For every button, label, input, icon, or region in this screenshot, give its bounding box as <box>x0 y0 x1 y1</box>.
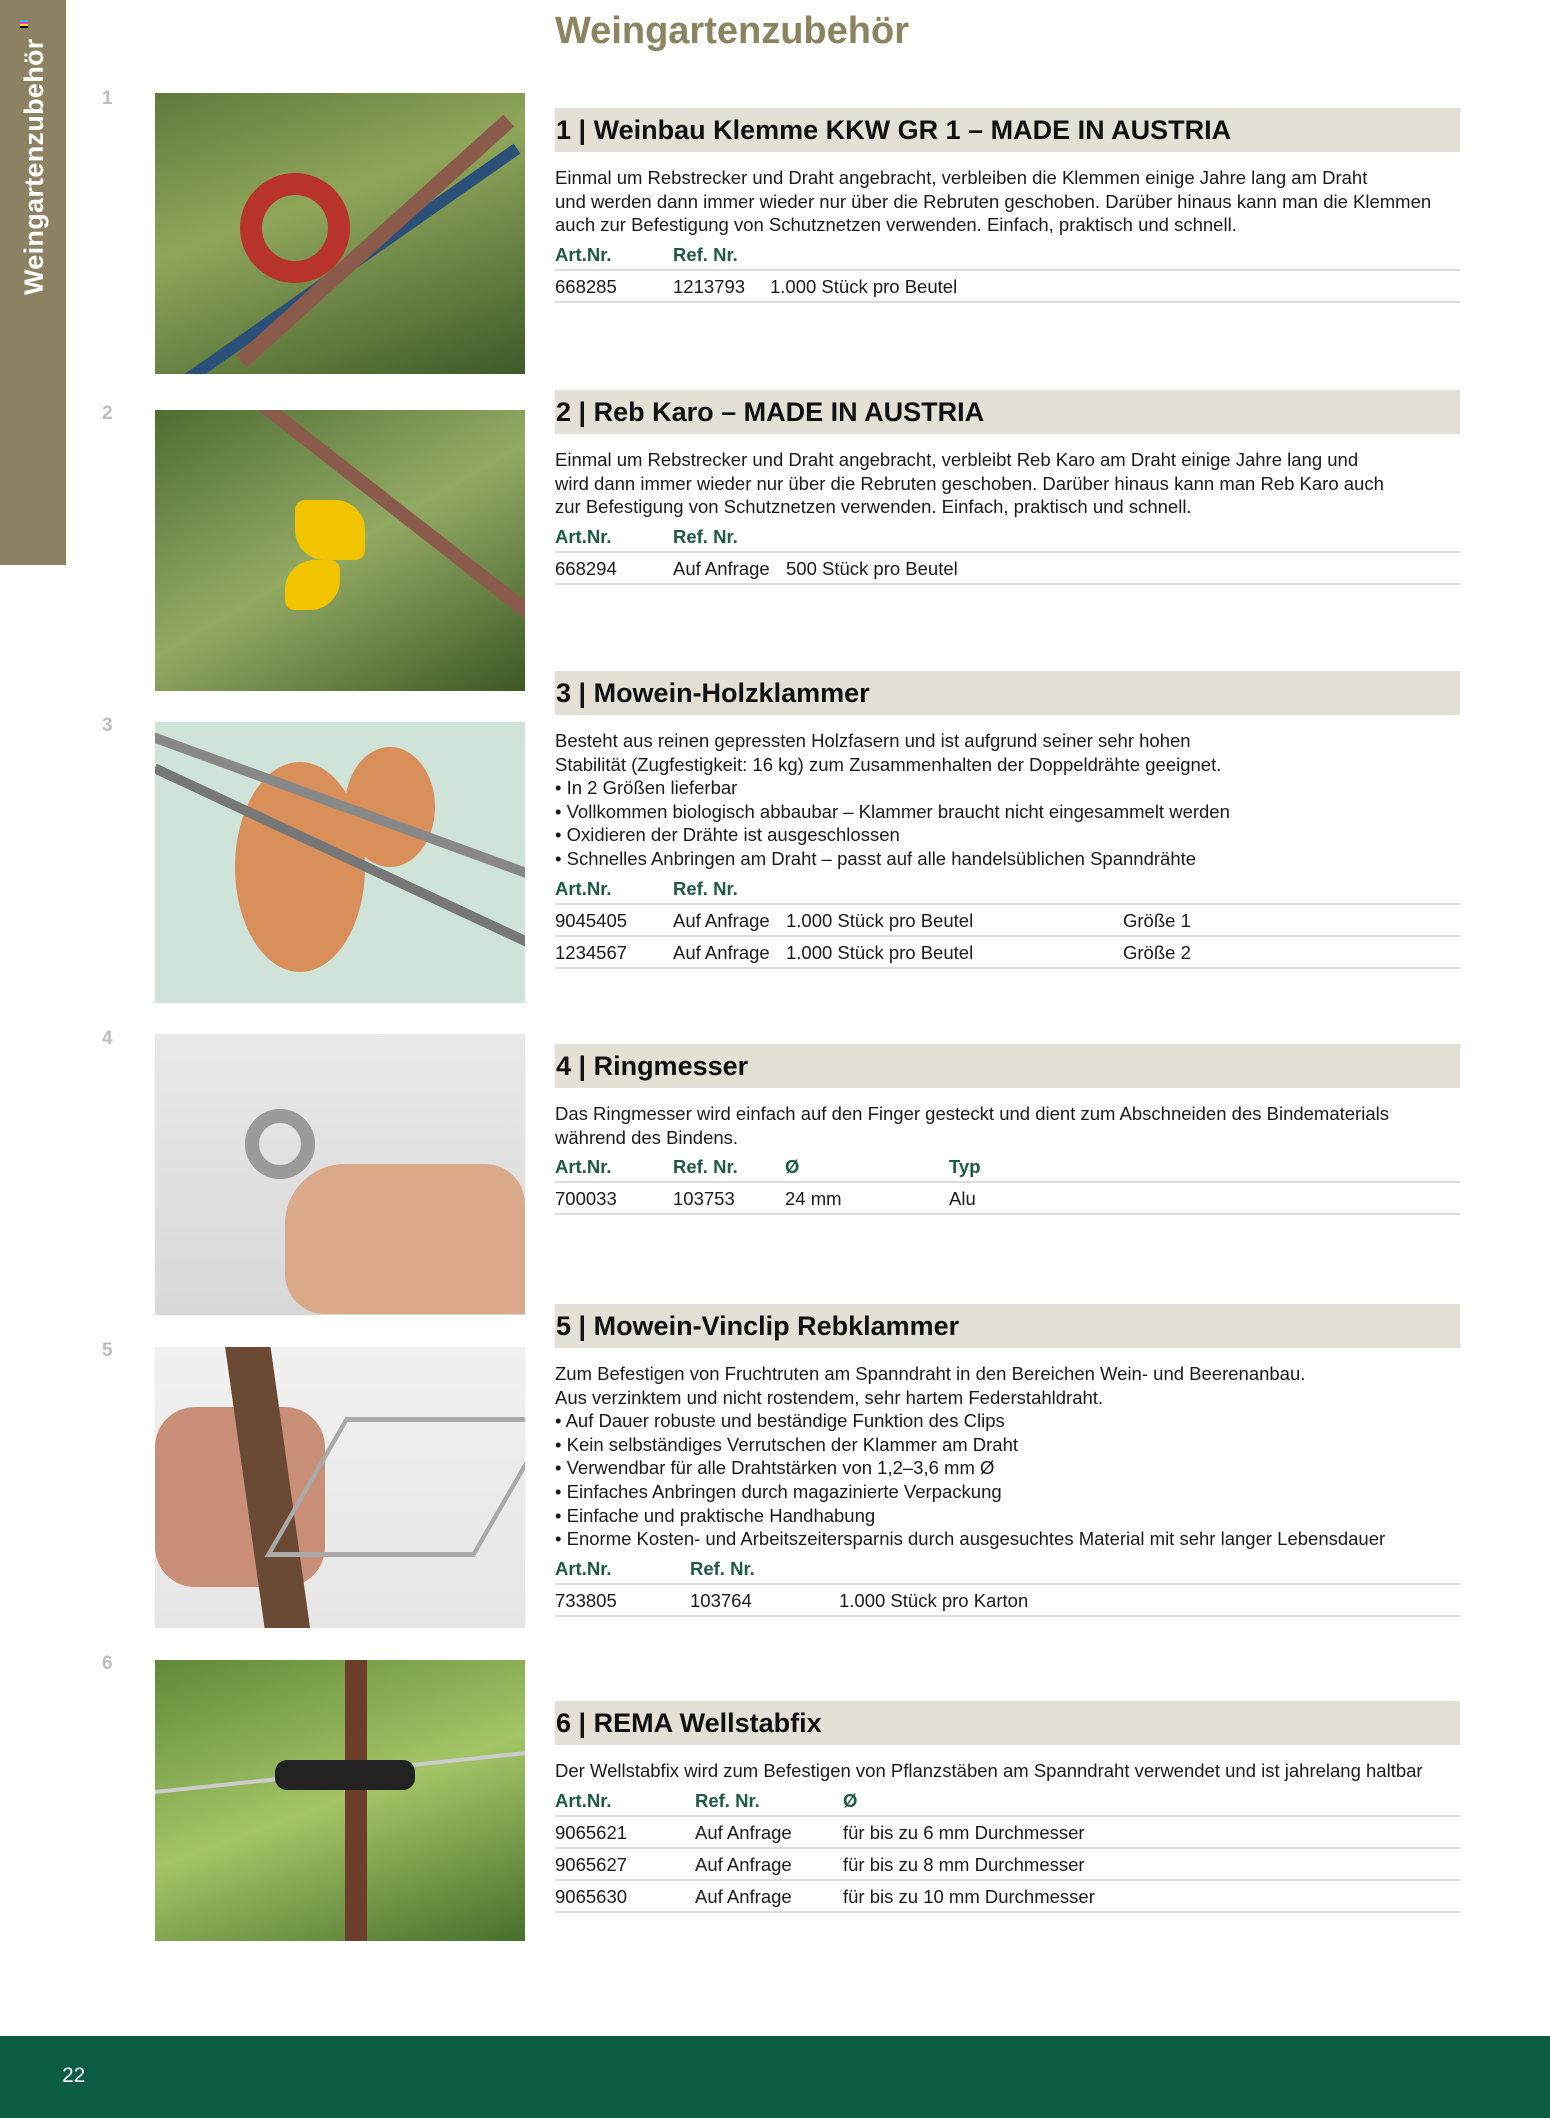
table-cell: 9065627 <box>555 1853 628 1875</box>
table-cell: Auf Anfrage <box>673 941 770 963</box>
section-sidebar-tab <box>0 0 66 565</box>
column-header: Ø <box>785 1156 800 1178</box>
product-description <box>555 1362 1460 1551</box>
product-title: 6 | REMA Wellstabfix <box>555 1701 1460 1745</box>
description-line: • Schnelles Anbringen am Draht – passt auf alle handelsüblichen Spanndrähte <box>555 847 1197 869</box>
table-row <box>555 271 1460 303</box>
table-cell: 700033 <box>555 1188 617 1210</box>
table-cell: Auf Anfrage <box>695 1885 792 1907</box>
product-image <box>155 722 525 1003</box>
column-header: Ref. Nr. <box>695 1789 760 1811</box>
table-header-row <box>555 525 1460 553</box>
column-header: Art.Nr. <box>555 243 612 265</box>
product-section <box>555 108 1460 303</box>
table-cell: 668294 <box>555 557 617 579</box>
table-cell: 1.000 Stück pro Beutel <box>786 909 974 931</box>
table-cell: 1.000 Stück pro Beutel <box>770 275 958 297</box>
table-row <box>555 1881 1460 1913</box>
description-line: Einmal um Rebstrecker und Draht angebracht, verbleibt Reb Karo am Draht einige Jahre lang und <box>555 449 1359 470</box>
table-cell: für bis zu 8 mm Durchmesser <box>843 1853 1085 1875</box>
product-section <box>555 671 1460 969</box>
table-header-row <box>555 1789 1460 1817</box>
column-header: Ref. Nr. <box>673 877 738 899</box>
product-section <box>555 1044 1460 1215</box>
table-row <box>555 1585 1460 1617</box>
table-cell: 103764 <box>690 1589 752 1611</box>
table-cell: 103753 <box>673 1188 735 1210</box>
description-line: Zum Befestigen von Fruchtruten am Spanndraht in den Bereichen Wein- und Beerenanbau. <box>555 1363 1306 1384</box>
product-table <box>555 1155 1460 1215</box>
product-section <box>555 1304 1460 1617</box>
column-header: Art.Nr. <box>555 877 612 899</box>
table-cell: Auf Anfrage <box>695 1853 792 1875</box>
product-title: 2 | Reb Karo – MADE IN AUSTRIA <box>555 390 1460 434</box>
item-number: 5 <box>102 1340 113 1361</box>
table-row <box>555 1849 1460 1881</box>
table-cell: Größe 2 <box>1123 941 1191 963</box>
table-cell: für bis zu 10 mm Durchmesser <box>843 1885 1095 1907</box>
description-line: • Einfache und praktische Handhabung <box>555 1504 876 1526</box>
table-cell: 24 mm <box>785 1188 842 1210</box>
table-cell: 733805 <box>555 1589 617 1611</box>
sidebar-label: Weingartenzubehör <box>19 38 49 295</box>
table-cell: 668285 <box>555 275 617 297</box>
table-cell: 9065621 <box>555 1821 628 1843</box>
table-cell: Auf Anfrage <box>673 557 770 579</box>
item-number: 2 <box>102 403 113 424</box>
product-description <box>555 1102 1460 1149</box>
item-number: 1 <box>102 88 113 109</box>
description-line: • Auf Dauer robuste und beständige Funktion des Clips <box>555 1410 1005 1432</box>
description-line: • Verwendbar für alle Drahtstärken von 1,2–3,6 mm Ø <box>555 1457 995 1479</box>
table-cell: 1.000 Stück pro Karton <box>839 1589 1029 1611</box>
column-header: Art.Nr. <box>555 1156 612 1178</box>
product-image <box>155 1347 525 1628</box>
product-section <box>555 1701 1460 1913</box>
page-title: Weingartenzubehör <box>555 10 909 52</box>
table-cell: 9045405 <box>555 909 628 931</box>
description-line: wird dann immer wieder nur über die Rebruten geschoben. Darüber hinaus kann man Reb Karo auch <box>555 472 1384 494</box>
column-header: Ref. Nr. <box>673 525 738 547</box>
description-line: • Enorme Kosten- und Arbeitszeitersparnis durch ausgesuchtes Material mit sehr langer Lebensdauer <box>555 1528 1386 1550</box>
table-cell: 500 Stück pro Beutel <box>786 557 958 579</box>
table-cell: Auf Anfrage <box>695 1821 792 1843</box>
table-cell: für bis zu 6 mm Durchmesser <box>843 1821 1085 1843</box>
column-header: Art.Nr. <box>555 1789 612 1811</box>
product-table <box>555 243 1460 303</box>
description-line: Einmal um Rebstrecker und Draht angebracht, verbleiben die Klemmen einige Jahre lang am Draht <box>555 167 1368 188</box>
table-row <box>555 553 1460 585</box>
table-row <box>555 1817 1460 1849</box>
table-cell: Auf Anfrage <box>673 909 770 931</box>
column-header: Ref. Nr. <box>673 243 738 265</box>
product-description <box>555 448 1460 519</box>
table-header-row <box>555 877 1460 905</box>
product-table <box>555 525 1460 585</box>
table-header-row <box>555 243 1460 271</box>
description-line: während des Bindens. <box>555 1126 739 1148</box>
table-row <box>555 937 1460 969</box>
description-line: Aus verzinktem und nicht rostendem, sehr hartem Federstahldraht. <box>555 1386 1104 1408</box>
product-image <box>155 1660 525 1941</box>
product-table <box>555 1557 1460 1617</box>
item-number: 4 <box>102 1028 113 1049</box>
table-cell: 1.000 Stück pro Beutel <box>786 941 974 963</box>
product-description <box>555 166 1460 237</box>
product-section <box>555 390 1460 585</box>
table-cell: Größe 1 <box>1123 909 1191 931</box>
description-line: • In 2 Größen lieferbar <box>555 777 738 799</box>
description-line: • Vollkommen biologisch abbaubar – Klammer braucht nicht eingesammelt werden <box>555 800 1230 822</box>
product-title: 4 | Ringmesser <box>555 1044 1460 1088</box>
item-number: 6 <box>102 1653 113 1674</box>
table-row <box>555 1183 1460 1215</box>
product-table <box>555 877 1460 969</box>
table-cell: 1213793 <box>673 275 746 297</box>
table-cell: 9065630 <box>555 1885 628 1907</box>
print-color-marks <box>20 20 28 28</box>
product-image <box>155 1034 525 1315</box>
table-cell: Alu <box>949 1188 976 1210</box>
page-number: 22 <box>62 2064 86 2087</box>
table-header-row <box>555 1557 1460 1585</box>
column-header: Ø <box>843 1789 858 1811</box>
product-description <box>555 729 1460 871</box>
description-line: und werden dann immer wieder nur über die Rebruten geschoben. Darüber hinaus kann man die Klemmen <box>555 190 1432 212</box>
product-description <box>555 1759 1460 1783</box>
description-line: auch zur Befestigung von Schutznetzen verwenden. Einfach, praktisch und schnell. <box>555 214 1237 236</box>
description-line: Der Wellstabfix wird zum Befestigen von Pflanzstäben am Spanndraht verwendet und ist jahrelang haltbar <box>555 1760 1423 1781</box>
item-number: 3 <box>102 715 113 736</box>
table-header-row <box>555 1155 1460 1183</box>
product-title: 3 | Mowein-Holzklammer <box>555 671 1460 715</box>
column-header: Art.Nr. <box>555 525 612 547</box>
description-line: Das Ringmesser wird einfach auf den Finger gesteckt und dient zum Abschneiden des Bindematerials <box>555 1103 1389 1124</box>
product-title: 1 | Weinbau Klemme KKW GR 1 – MADE IN AUSTRIA <box>555 108 1460 152</box>
table-cell: 1234567 <box>555 941 628 963</box>
column-header: Typ <box>949 1156 981 1178</box>
product-title: 5 | Mowein-Vinclip Rebklammer <box>555 1304 1460 1348</box>
product-image <box>155 93 525 374</box>
column-header: Ref. Nr. <box>690 1557 755 1579</box>
table-row <box>555 905 1460 937</box>
description-line: • Kein selbständiges Verrutschen der Klammer am Draht <box>555 1433 1019 1455</box>
description-line: • Oxidieren der Drähte ist ausgeschlossen <box>555 824 900 846</box>
description-line: Stabilität (Zugfestigkeit: 16 kg) zum Zusammenhalten der Doppeldrähte geeignet. <box>555 753 1222 775</box>
description-line: Besteht aus reinen gepressten Holzfasern und ist aufgrund seiner sehr hohen <box>555 730 1191 751</box>
description-line: zur Befestigung von Schutznetzen verwenden. Einfach, praktisch und schnell. <box>555 496 1192 518</box>
product-image <box>155 410 525 691</box>
description-line: • Einfaches Anbringen durch magazinierte Verpackung <box>555 1480 1002 1502</box>
column-header: Art.Nr. <box>555 1557 612 1579</box>
column-header: Ref. Nr. <box>673 1156 738 1178</box>
footer-bar <box>0 2036 1550 2118</box>
product-table <box>555 1789 1460 1913</box>
